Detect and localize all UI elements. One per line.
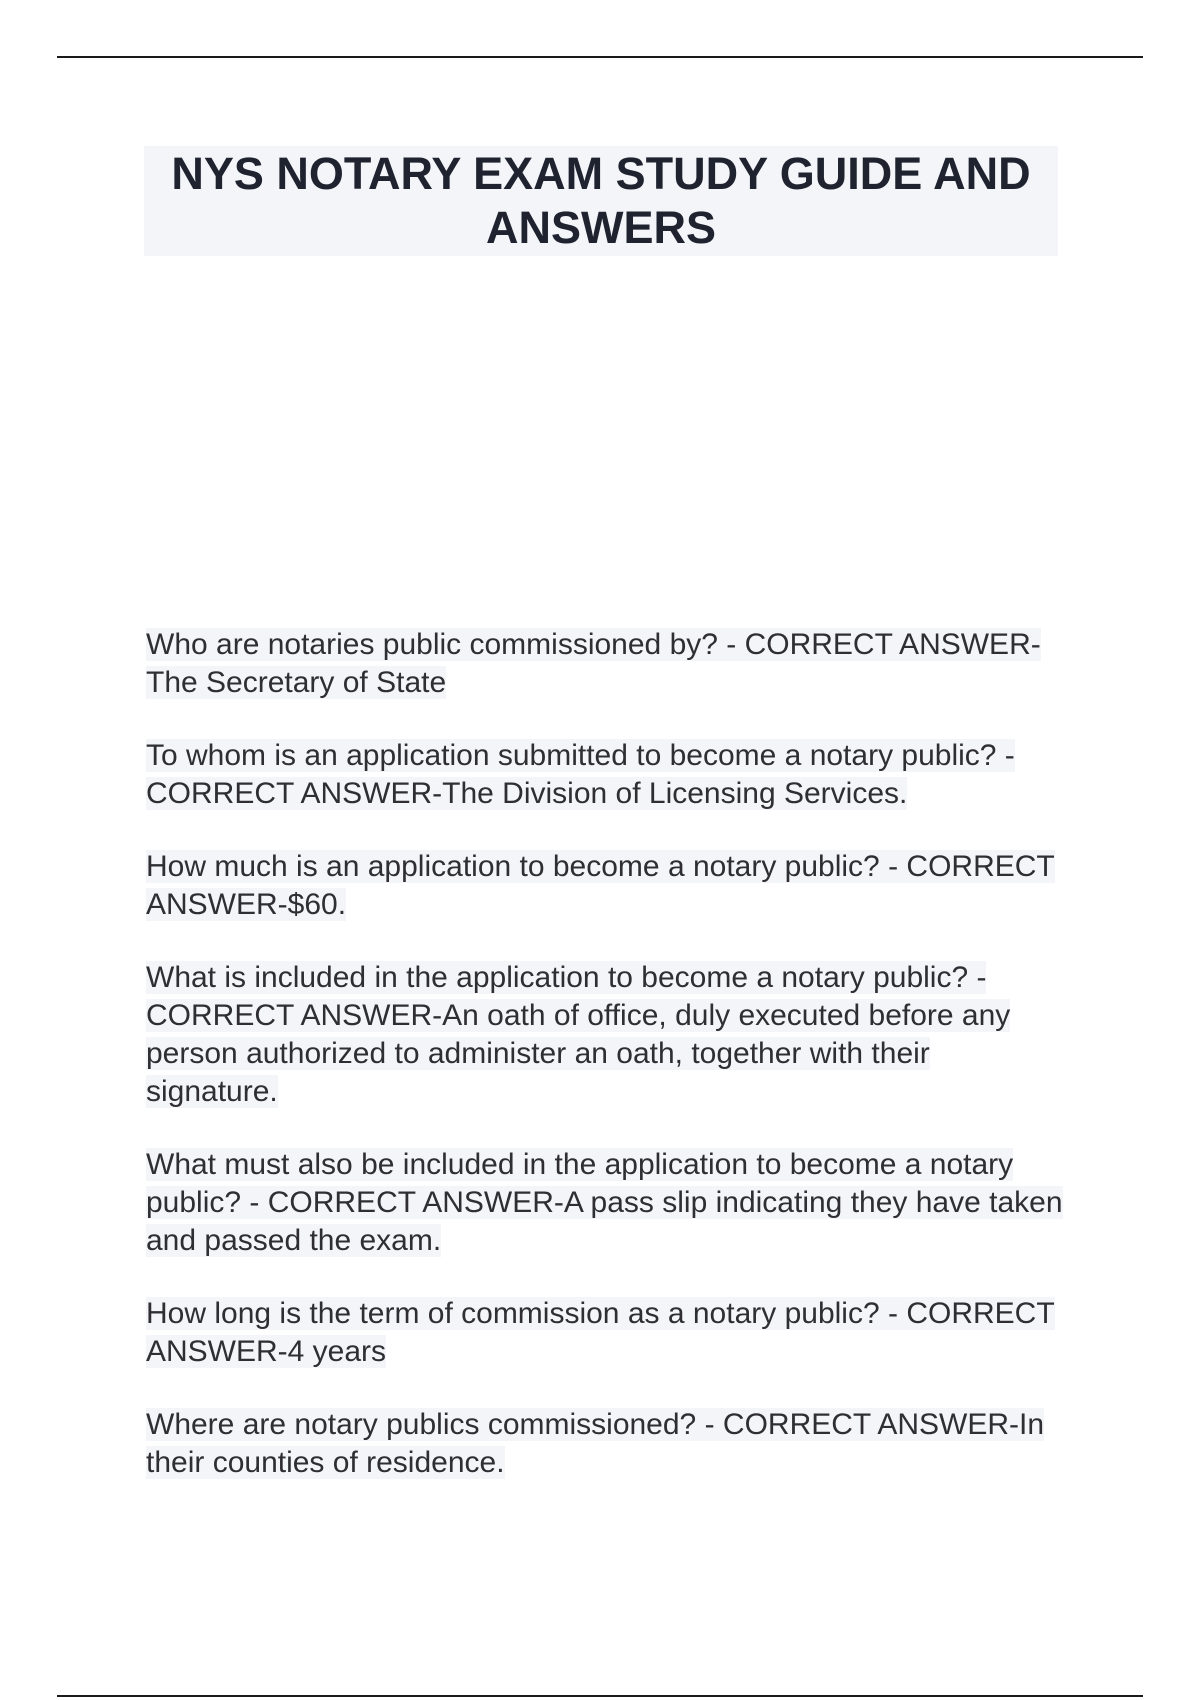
qa-item-text: What is included in the application to become a notary public? - CORRECT ANSWER-An oath of office, duly executed before any person authorized to administer an oath, together with their signature. xyxy=(146,961,1011,1108)
qa-item xyxy=(146,1295,1066,1371)
qa-item-text: What must also be included in the application to become a notary public? - CORRECT ANSWER-A pass slip indicating they have taken and passed the exam. xyxy=(146,1148,1063,1257)
qa-item xyxy=(146,1406,1066,1482)
qa-item xyxy=(146,737,1066,813)
document-title: NYS NOTARY EXAM STUDY GUIDE AND ANSWERS xyxy=(171,148,1031,253)
qa-item xyxy=(146,848,1066,924)
qa-item xyxy=(146,1146,1066,1260)
bottom-rule xyxy=(57,1695,1143,1697)
qa-item xyxy=(146,626,1066,702)
qa-item-text: To whom is an application submitted to become a notary public? - CORRECT ANSWER-The Division of Licensing Services. xyxy=(146,739,1015,810)
qa-item-text: Where are notary publics commissioned? - CORRECT ANSWER-In their counties of residence. xyxy=(146,1408,1045,1479)
qa-list xyxy=(146,626,1066,1517)
qa-item xyxy=(146,959,1066,1111)
top-rule xyxy=(57,56,1143,58)
title-block xyxy=(144,146,1058,256)
qa-item-text: Who are notaries public commissioned by? - CORRECT ANSWER-The Secretary of State xyxy=(146,628,1041,699)
qa-item-text: How much is an application to become a notary public? - CORRECT ANSWER-$60. xyxy=(146,850,1055,921)
qa-item-text: How long is the term of commission as a notary public? - CORRECT ANSWER-4 years xyxy=(146,1297,1055,1368)
